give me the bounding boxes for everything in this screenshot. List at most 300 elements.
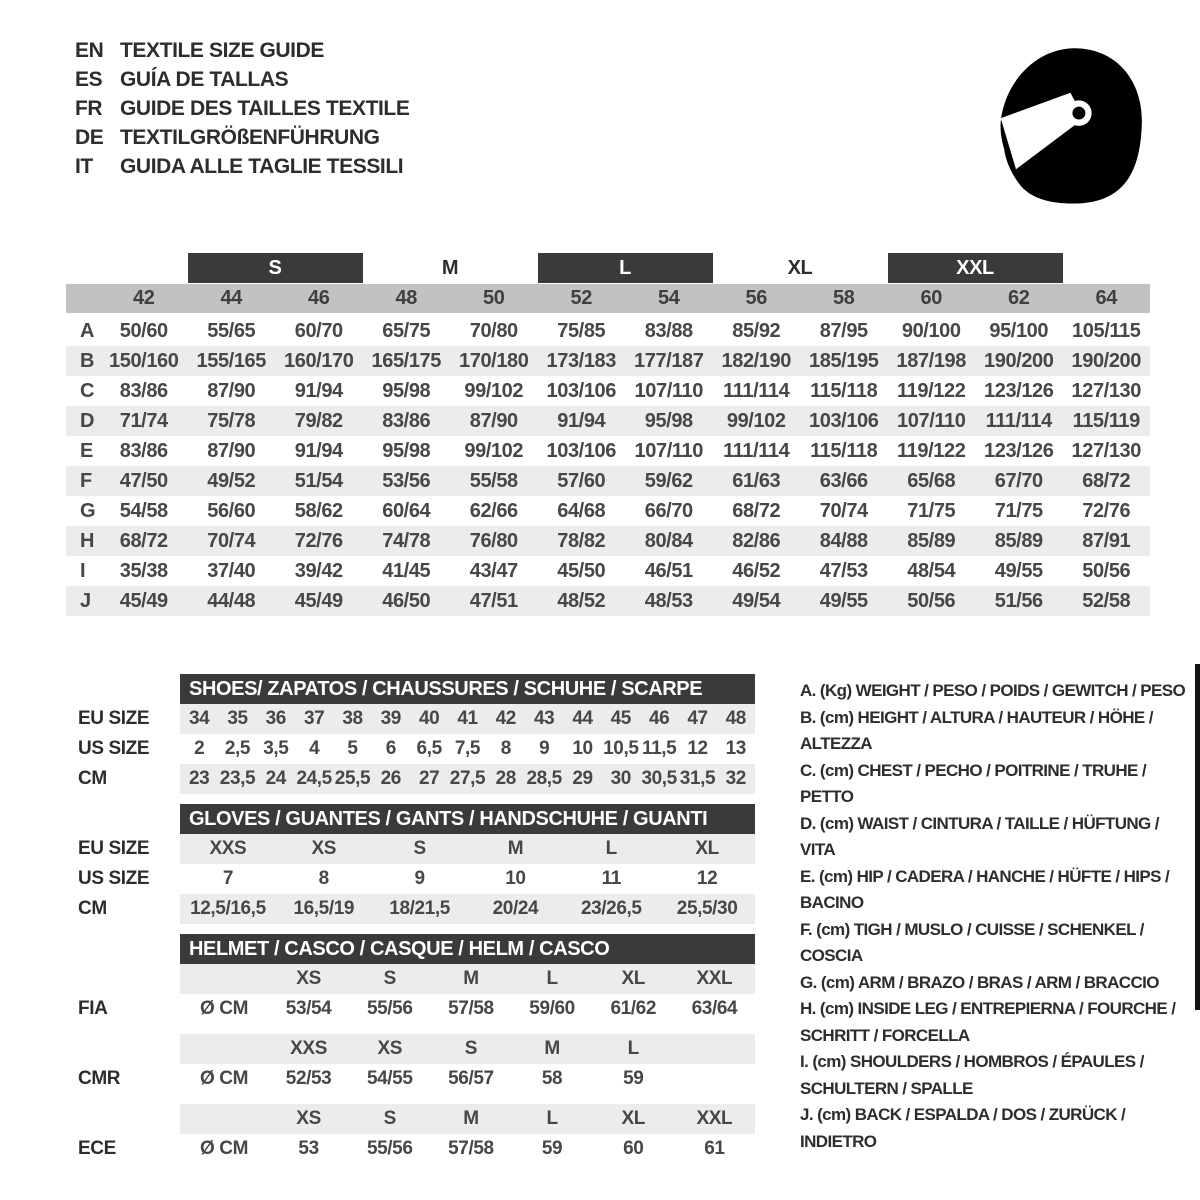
- size-value: 6,5: [416, 738, 442, 759]
- size-value: 39/42: [294, 560, 343, 582]
- size-value: 34: [188, 708, 210, 729]
- size-column-header: 54: [658, 287, 680, 309]
- row-label: EU SIZE: [78, 838, 150, 859]
- size-value: 57/60: [557, 470, 606, 492]
- size-value: 6: [385, 738, 396, 759]
- size-value: 56/60: [207, 500, 256, 522]
- size-value: 26: [380, 768, 401, 789]
- size-value: 50/60: [119, 320, 168, 342]
- helmet-size-label: S: [383, 968, 396, 989]
- size-value: 37/40: [207, 560, 256, 582]
- size-value: 7: [222, 868, 233, 889]
- size-value: 75/85: [557, 320, 606, 342]
- language-row: [75, 65, 409, 94]
- helmet-size-value: 59/60: [529, 998, 575, 1019]
- size-value: 95/98: [644, 410, 693, 432]
- size-column-header: 50: [483, 287, 505, 309]
- size-value: 82/86: [732, 530, 781, 552]
- size-value: 28: [495, 768, 516, 789]
- size-value: 47/51: [469, 590, 518, 612]
- size-value: 8: [500, 738, 511, 759]
- helmet-size-value: 59: [541, 1138, 563, 1159]
- size-value: 150/160: [109, 350, 179, 372]
- size-value: 95/98: [382, 440, 431, 462]
- helmet-size-value: 57/58: [448, 998, 494, 1019]
- size-value: 23/26,5: [580, 898, 642, 919]
- row-values: [180, 894, 755, 924]
- language-title-list: [75, 36, 409, 181]
- size-value: 60/70: [294, 320, 343, 342]
- measurement-legend: [800, 678, 1198, 1155]
- size-value: 35: [227, 708, 248, 729]
- size-value: 87/90: [207, 380, 256, 402]
- size-value: 4: [309, 738, 320, 759]
- size-value: 85/92: [732, 320, 781, 342]
- size-value: 3,5: [263, 738, 289, 759]
- size-value: 95/100: [989, 320, 1049, 342]
- size-value: 35/38: [119, 560, 168, 582]
- size-column-header: 42: [133, 287, 155, 309]
- size-value: 87/90: [469, 410, 518, 432]
- helmet-size-label: S: [383, 1108, 396, 1129]
- apparel-size-table: [66, 253, 1150, 616]
- size-value: 20/24: [492, 898, 539, 919]
- size-value: 55/58: [469, 470, 518, 492]
- size-value: XL: [695, 838, 719, 859]
- row-letter-label: I: [80, 560, 86, 582]
- helmet-size-value: 56/57: [448, 1068, 494, 1089]
- helmet-size-value: 52/53: [285, 1068, 332, 1089]
- size-value: 31,5: [679, 768, 716, 789]
- helmet-size-label: XS: [377, 1038, 403, 1059]
- row-letter-label: C: [80, 380, 95, 402]
- helmet-icon: [982, 36, 1152, 214]
- size-value: 10: [505, 868, 526, 889]
- size-value: 44/48: [207, 590, 256, 612]
- size-value: 52/58: [1082, 590, 1131, 612]
- helmet-size-label: XXS: [290, 1038, 327, 1059]
- size-value: 30,5: [641, 768, 677, 789]
- size-value: 11: [601, 868, 621, 889]
- size-value: 9: [414, 868, 425, 889]
- size-value: 115/118: [810, 380, 878, 402]
- language-code: ES: [75, 68, 103, 91]
- size-value: 84/88: [819, 530, 868, 552]
- size-value: L: [605, 838, 617, 859]
- size-value: 63/66: [819, 470, 868, 492]
- size-value: 47/50: [119, 470, 168, 492]
- row-label-empty: [78, 1104, 180, 1134]
- size-value: 23,5: [219, 768, 256, 789]
- helmet-standard-row: [78, 1134, 755, 1164]
- helmet-size-value: 61: [704, 1138, 725, 1159]
- guide-title: TEXTILGRÖßENFÜHRUNG: [120, 126, 380, 149]
- size-value: 91/94: [557, 410, 606, 432]
- size-column-header: 46: [308, 287, 330, 309]
- size-value: 87/90: [207, 440, 256, 462]
- standard-label: CMR: [78, 1068, 121, 1089]
- helmet-size-value: 59: [623, 1068, 644, 1089]
- helmet-size-label: XL: [621, 968, 645, 989]
- size-value: S: [413, 838, 426, 859]
- size-value: 46/50: [382, 590, 431, 612]
- unit-label: Ø CM: [199, 1068, 248, 1089]
- legend-item: E. (cm) HIP / CADERA / HANCHE / HÜFTE / HIPS / BACINO: [800, 866, 1170, 912]
- size-column-header: 52: [570, 287, 592, 309]
- size-value: 44: [572, 708, 593, 729]
- size-value: 99/102: [464, 440, 524, 462]
- size-value: 75/78: [207, 410, 256, 432]
- helmet-size-label: L: [546, 968, 558, 989]
- row-values: [180, 834, 755, 864]
- size-value: 71/74: [119, 410, 168, 432]
- size-value: 107/110: [634, 440, 703, 462]
- row-letter-label: B: [80, 350, 95, 372]
- size-value: 103/106: [809, 410, 879, 432]
- size-value: 68/72: [732, 500, 781, 522]
- legend-right-bar: [1195, 664, 1200, 1010]
- legend-item: J. (cm) BACK / ESPALDA / DOS / ZURÜCK / INDIETRO: [800, 1105, 1126, 1151]
- size-group-label: XL: [787, 257, 813, 279]
- gloves-row: [78, 864, 755, 894]
- size-value: 30: [610, 768, 631, 789]
- apparel-row: [66, 556, 1150, 586]
- size-value: 40: [418, 708, 440, 729]
- size-value: 58/62: [294, 500, 343, 522]
- size-value: 46/51: [644, 560, 693, 582]
- size-value: 45/49: [294, 590, 343, 612]
- shoes-rows: [78, 704, 755, 794]
- shoes-row: [78, 704, 755, 734]
- size-value: 155/165: [196, 350, 266, 372]
- size-column-header: 56: [745, 287, 767, 309]
- size-value: 12,5/16,5: [190, 898, 266, 919]
- apparel-measurement-rows: [66, 316, 1150, 616]
- size-value: 115/119: [1072, 410, 1140, 432]
- legend-item: A. (Kg) WEIGHT / PESO / POIDS / GEWITCH / PESO: [800, 681, 1186, 700]
- size-value: 43/47: [469, 560, 518, 582]
- size-value: 32: [725, 768, 746, 789]
- size-value: 9: [539, 738, 550, 759]
- apparel-row: [66, 526, 1150, 556]
- size-value: M: [507, 838, 524, 859]
- size-value: 165/175: [371, 350, 441, 372]
- row-label: CM: [78, 768, 107, 789]
- size-group-label: L: [538, 253, 713, 283]
- gloves-row: [78, 834, 755, 864]
- standard-values: [180, 1064, 755, 1094]
- size-value: 70/80: [469, 320, 518, 342]
- sizes-values: [180, 1034, 755, 1064]
- size-value: 65/68: [907, 470, 956, 492]
- size-value: 25,5: [334, 768, 371, 789]
- shoes-row: [78, 764, 755, 794]
- size-value: 49/55: [819, 590, 868, 612]
- helmet-size-label: M: [463, 1108, 479, 1129]
- size-value: 83/88: [644, 320, 693, 342]
- size-value: 10: [572, 738, 593, 759]
- standard-label: ECE: [78, 1138, 116, 1159]
- size-value: 127/130: [1071, 380, 1141, 402]
- size-value: 80/84: [644, 530, 693, 552]
- helmet-size-value: 55/56: [366, 998, 413, 1019]
- size-value: 48: [725, 708, 746, 729]
- size-value: 7,5: [454, 738, 481, 759]
- helmet-size-label: L: [546, 1108, 558, 1129]
- size-value: 70/74: [819, 500, 868, 522]
- size-value: 85/89: [907, 530, 956, 552]
- size-value: 76/80: [469, 530, 518, 552]
- size-value: 105/115: [1072, 320, 1141, 342]
- size-value: 68/72: [1082, 470, 1131, 492]
- size-value: 16,5/19: [293, 898, 355, 919]
- guide-title: GUIDA ALLE TAGLIE TESSILI: [120, 155, 404, 178]
- size-column-header: 64: [1095, 287, 1117, 309]
- size-value: 47/53: [819, 560, 868, 582]
- helmet-size-label: [674, 1034, 755, 1064]
- helmet-size-value: [674, 1064, 755, 1094]
- size-value: 12: [687, 738, 708, 759]
- size-value: 51/56: [994, 590, 1043, 612]
- language-row: [75, 152, 409, 181]
- unit-spacer: [180, 1034, 268, 1064]
- size-value: 115/118: [810, 440, 878, 462]
- helmet-size-label: XS: [296, 968, 321, 989]
- row-letter-label: H: [80, 530, 95, 552]
- language-row: [75, 36, 409, 65]
- row-label: US SIZE: [78, 868, 150, 889]
- size-value: 119/122: [897, 440, 966, 462]
- size-value: 85/89: [994, 530, 1043, 552]
- row-label: CM: [78, 898, 107, 919]
- helmet-sizes-row: [78, 964, 755, 994]
- size-group-label: M: [441, 257, 459, 279]
- apparel-row: [66, 346, 1150, 376]
- size-value: 65/75: [382, 320, 431, 342]
- legend-item: F. (cm) TIGH / MUSLO / CUISSE / SCHENKEL / COSCIA: [800, 919, 1144, 965]
- helmet-size-value: 58: [541, 1068, 563, 1089]
- helmet-size-label: M: [544, 1038, 560, 1059]
- size-value: 5: [347, 738, 358, 759]
- size-value: 127/130: [1071, 440, 1141, 462]
- apparel-row: [66, 496, 1150, 526]
- size-value: 103/106: [546, 440, 616, 462]
- language-code: DE: [75, 126, 104, 149]
- language-code: IT: [75, 155, 93, 178]
- size-value: 107/110: [897, 410, 966, 432]
- size-value: 24,5: [296, 768, 332, 789]
- size-value: 87/91: [1082, 530, 1131, 552]
- helmet-size-value: 55/56: [366, 1138, 413, 1159]
- size-value: 29: [572, 768, 593, 789]
- helmet-sizes-row: [78, 1034, 755, 1064]
- size-group-bar: [66, 253, 1150, 283]
- size-value: 190/200: [984, 350, 1054, 372]
- size-value: 67/70: [994, 470, 1043, 492]
- legend-item: D. (cm) WAIST / CINTURA / TAILLE / HÜFTUNG / VITA: [800, 813, 1159, 859]
- size-value: 54/58: [119, 500, 168, 522]
- apparel-row: [66, 436, 1150, 466]
- shoes-section-header: SHOES/ ZAPATOS / CHAUSSURES / SCHUHE / SCARPE: [180, 674, 755, 704]
- size-value: 2: [194, 738, 205, 759]
- apparel-row: [66, 586, 1150, 616]
- helmet-size-value: 53/54: [285, 998, 332, 1019]
- size-value: 46: [648, 708, 670, 729]
- size-value: 91/94: [294, 380, 343, 402]
- size-value: 68/72: [119, 530, 168, 552]
- standard-label: FIA: [78, 998, 108, 1019]
- language-code: EN: [75, 39, 104, 62]
- row-label: EU SIZE: [78, 708, 150, 729]
- gloves-row: [78, 894, 755, 924]
- size-value: 79/82: [294, 410, 343, 432]
- legend-item: G. (cm) ARM / BRAZO / BRAS / ARM / BRACCIO: [800, 972, 1159, 992]
- size-value: 90/100: [901, 320, 961, 342]
- helmet-sizes-row: [78, 1104, 755, 1134]
- size-value: 46/52: [732, 560, 781, 582]
- helmet-standard-row: [78, 1064, 755, 1094]
- helmet-size-label: L: [627, 1038, 639, 1059]
- size-value: 50/56: [907, 590, 956, 612]
- size-value: 71/75: [994, 500, 1043, 522]
- row-letter-label: E: [80, 440, 93, 462]
- helmet-size-label: M: [463, 968, 479, 989]
- size-column-header: 44: [220, 287, 242, 309]
- helmet-size-table: [78, 934, 755, 1164]
- size-value: 59/62: [644, 470, 693, 492]
- size-value: 36: [265, 708, 286, 729]
- size-value: 2,5: [224, 738, 251, 759]
- size-value: 28,5: [526, 768, 562, 789]
- size-value: 74/78: [382, 530, 431, 552]
- size-value: 87/95: [819, 320, 868, 342]
- row-letter-label: F: [80, 470, 92, 492]
- helmet-size-label: XXL: [696, 1108, 733, 1129]
- size-value: 187/198: [896, 350, 966, 372]
- size-value: 51/54: [294, 470, 343, 492]
- size-value: 91/94: [294, 440, 343, 462]
- helmet-size-value: 61/62: [610, 998, 657, 1019]
- size-group-label: XXL: [888, 253, 1063, 283]
- apparel-row: [66, 316, 1150, 346]
- size-value: 47: [687, 708, 708, 729]
- size-value: 66/70: [644, 500, 693, 522]
- size-column-header: 58: [833, 287, 855, 309]
- size-value: 41: [457, 708, 478, 729]
- size-value: 49/55: [994, 560, 1043, 582]
- size-value: 43: [533, 708, 555, 729]
- size-value: 25,5/30: [676, 898, 738, 919]
- size-value: 111/114: [985, 410, 1052, 432]
- helmet-size-value: 53: [298, 1138, 319, 1159]
- size-value: 99/102: [464, 380, 524, 402]
- helmet-rows: [78, 964, 755, 1164]
- size-group-label: S: [188, 253, 363, 283]
- size-column-header: 62: [1008, 287, 1030, 309]
- size-value: 123/126: [984, 380, 1054, 402]
- size-value: 190/200: [1071, 350, 1141, 372]
- size-value: 170/180: [459, 350, 529, 372]
- size-value: 49/54: [732, 590, 781, 612]
- apparel-row: [66, 466, 1150, 496]
- size-value: 160/170: [284, 350, 354, 372]
- size-value: 83/86: [119, 440, 168, 462]
- size-value: 72/76: [1082, 500, 1131, 522]
- size-value: 83/86: [119, 380, 168, 402]
- size-value: 53/56: [382, 470, 431, 492]
- size-value: 27: [418, 768, 440, 789]
- unit-spacer: [180, 964, 268, 994]
- row-label-empty: [78, 964, 180, 994]
- size-value: 45/50: [557, 560, 606, 582]
- size-value: 83/86: [382, 410, 431, 432]
- size-value: 55/65: [207, 320, 256, 342]
- apparel-row: [66, 406, 1150, 436]
- band-spacer: [66, 284, 100, 313]
- row-values: [180, 764, 755, 794]
- gloves-section-header: GLOVES / GUANTES / GANTS / HANDSCHUHE / GUANTI: [180, 804, 755, 834]
- size-value: 18/21,5: [389, 898, 450, 919]
- helmet-size-label: XL: [621, 1108, 645, 1129]
- size-value: 11,5: [641, 738, 677, 759]
- language-row: [75, 123, 409, 152]
- size-column-header: 48: [395, 287, 417, 309]
- size-value: 37: [303, 708, 325, 729]
- legend-item: H. (cm) INSIDE LEG / ENTREPIERNA / FOURCHE / SCHRITT / FORCELLA: [800, 999, 1176, 1045]
- row-letter-label: A: [80, 320, 95, 342]
- size-value: 48/54: [907, 560, 956, 582]
- shoes-size-table: [78, 674, 755, 794]
- size-value: 45: [610, 708, 631, 729]
- sizes-values: [180, 1104, 755, 1134]
- size-value: 10,5: [603, 738, 639, 759]
- size-value: 48/53: [644, 590, 693, 612]
- size-value: 13: [725, 738, 746, 759]
- size-value: 62/66: [469, 500, 518, 522]
- size-value: 119/122: [897, 380, 966, 402]
- row-values: [180, 864, 755, 894]
- size-value: 42: [495, 708, 516, 729]
- row-label: US SIZE: [78, 738, 150, 759]
- legend-item: I. (cm) SHOULDERS / HOMBROS / ÉPAULES / SCHULTERN / SPALLE: [800, 1052, 1144, 1098]
- helmet-size-value: 60: [623, 1138, 644, 1159]
- standard-values: [180, 1134, 755, 1164]
- size-value: 78/82: [557, 530, 606, 552]
- size-column-header: 60: [920, 287, 942, 309]
- apparel-row: [66, 376, 1150, 406]
- sizes-values: [180, 964, 755, 994]
- legend-item: B. (cm) HEIGHT / ALTURA / HAUTEUR / HÖHE / ALTEZZA: [800, 707, 1153, 753]
- size-value: 48/52: [557, 590, 606, 612]
- size-value: 27,5: [449, 768, 486, 789]
- size-value: 111/114: [723, 380, 790, 402]
- size-value: 49/52: [207, 470, 256, 492]
- row-values: [180, 734, 755, 764]
- size-value: 173/183: [546, 350, 616, 372]
- size-value: 24: [265, 768, 286, 789]
- size-value: 185/195: [809, 350, 879, 372]
- gloves-rows: [78, 834, 755, 924]
- helmet-size-value: 54/55: [366, 1068, 413, 1089]
- helmet-size-label: XS: [296, 1108, 321, 1129]
- size-value: XS: [311, 838, 337, 859]
- helmet-standard-row: [78, 994, 755, 1024]
- unit-label: Ø CM: [199, 998, 248, 1019]
- size-value: 41/45: [382, 560, 431, 582]
- unit-spacer: [180, 1104, 268, 1134]
- size-value: 107/110: [634, 380, 703, 402]
- helmet-section-header: HELMET / CASCO / CASQUE / HELM / CASCO: [180, 934, 755, 964]
